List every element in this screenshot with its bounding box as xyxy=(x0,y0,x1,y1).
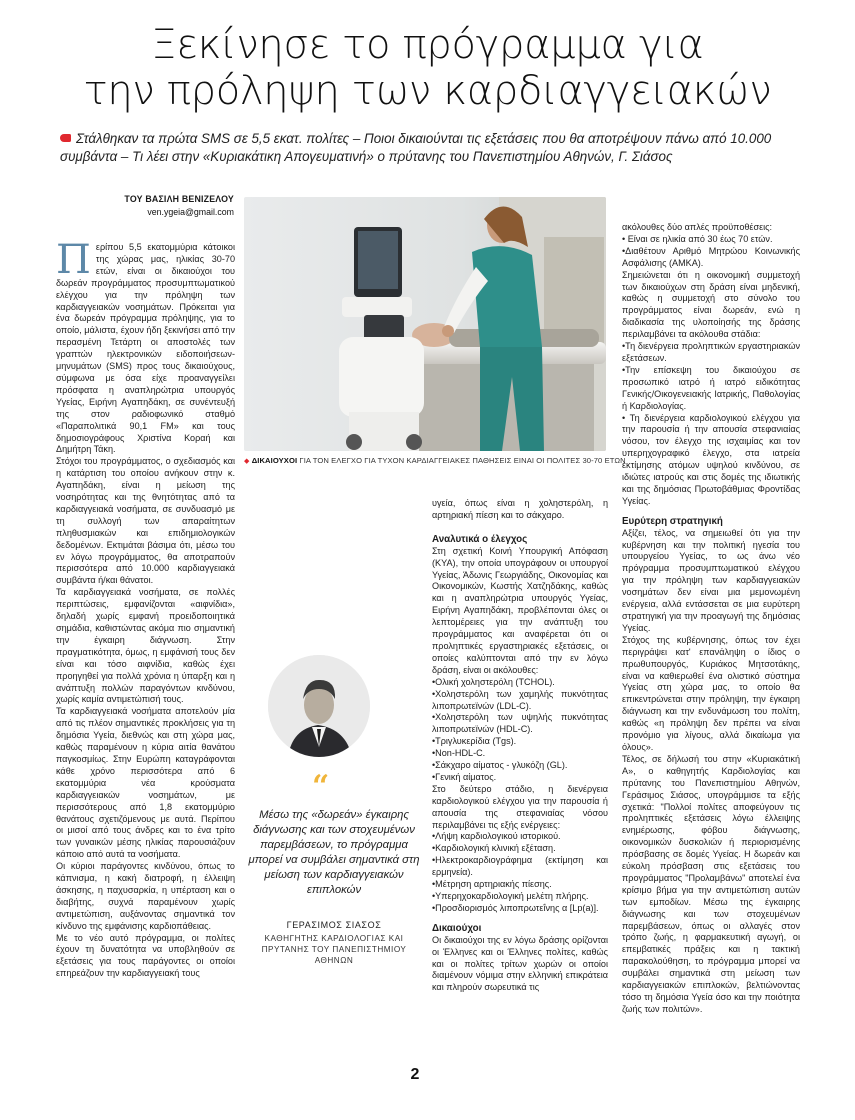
lead-paragraph xyxy=(56,237,235,456)
subheadline xyxy=(60,130,820,166)
quote-author-title: ΚΑΘΗΓΗΤΗΣ ΚΑΡΔΙΟΛΟΓΙΑΣ ΚΑΙ ΠΡΥΤΑΝΗΣ ΤΟΥ ΠΑΝΕΠΙΣΤΗΜΙΟΥ ΑΘΗΝΩΝ xyxy=(261,934,407,965)
article-column-3 xyxy=(622,222,800,1016)
list-item: •Χοληστερόλη των υψηλής πυκνότητας λιποπρωτεϊνών (HDL-C). xyxy=(432,712,608,735)
list-item: •Τη διενέργεια προληπτικών εργαστηριακών εξετάσεων. xyxy=(622,341,800,363)
drop-cap: Π xyxy=(56,237,91,283)
list-item: •Γενική αίματος. xyxy=(432,771,497,782)
list-item: •Χοληστερόλη των χαμηλής πυκνότητας λιποπρωτεϊνών (LDL-C). xyxy=(432,688,608,711)
paragraph: Τα καρδιαγγειακά νοσήματα, σε πολλές περιπτώσεις, εμφανίζονται «αιφνίδια», δηλαδή χωρίς εμφανή προειδοποιητικά σημάδια, καθιστώντας ακόμα πιο σημαντική την έγκαιρη διάγνωση. Στην πραγματικότητα, όμως, η εμφάνισή τους δεν είναι και τόσο αιφνίδια, καθώς έχει προηγηθεί για πολλά χρόνια η ύπαρξη και η ανάπτυξη πολλών παραγόντων κινδύνου, χωρίς καμία αντιμετώπισή τους. xyxy=(56,587,235,705)
caption-triangle-icon: ◆ xyxy=(244,458,250,465)
list-item: •Την επίσκεψη του δικαιούχου σε προσωπικό ιατρό ή ιατρό ειδικότητας Γενικής/Οικογενειακής Ιατρικής, Παθολογίας ή Καρδιολογίας. xyxy=(622,364,800,411)
pull-quote: Μέσω της «δωρεάν» έγκαιρης διάγνωσης και των στοχευμένων παρεμβάσεων, το πρόγραμμα μπορεί να συμβάλει σημαντικά στη μείωση των καρδιαγγειακών επιπλοκών xyxy=(248,809,420,896)
list-item: •Non-HDL-C. xyxy=(432,748,486,759)
list-item: • Τη διενέργεια καρδιολογικού ελέγχου για την παρουσία ή την απουσία στεφανιαίας νόσου, τον έλεγχο της ισχαιμίας και τον υπερηχογραφικό έλεγχο, στα ιατρεία εκτίμησης ατόμων υψηλού κινδύνου, σε ιδιώτες ιατρούς και στις δομές της ιδιωτικής και της δημόσιας Πρωτοβάθμιας Φροντίδας Υγείας. xyxy=(622,412,800,506)
list-item: •Προσδιορισμός λιποπρωτεΐνης α [Lp(a)]. xyxy=(432,902,599,913)
red-bullet-icon xyxy=(60,134,71,142)
paragraph: Τέλος, σε δήλωσή του στην «Κυριακάτική Α», ο καθηγητής Καρδιολογίας και πρύτανης του Πανεπιστημίου Αθηνών, Γεράσιμος Σιάσος, υπογράμμισε τα εξής σχετικά: "Πολλοί πολίτες αποφεύγουν τις προληπτικές εξετάσεις λόγω έλλειψης ενημέρωσης, φόβου διάγνωσης, οικονομικών δυσκολιών ή περιορισμένης πρόσβασης σε δομές Υγείας. Η δωρεάν και εύκολη πρόσβαση στις εξετάσεις του προγράμματος "Προλαμβάνω" αποτελεί ένα κρίσιμο βήμα για την αντιμετώπιση αυτών των εμποδίων. Μέσω της έγκαιρης διάγνωσης και των στοχευμένων παρεμβάσεων, όπως οι αλλαγές στον τρόπο ζωής, η φαρμακευτική αγωγή, οι επεμβατικές πράξεις και η τακτική παρακολούθηση, το πρόγραμμα μπορεί να συμβάλει σημαντικά στη μείωση των καρδιαγγειακών επιπλοκών, βελτιώνοντας τόσο τη δημόσια Υγεία όσο και την ποιότητα ζωής των πολιτών». xyxy=(622,753,800,1014)
list-item: •Καρδιολογική κλινική εξέταση. xyxy=(432,843,556,854)
article-column-1 xyxy=(56,237,235,980)
section-heading: Αναλυτικά ο έλεγχος xyxy=(432,533,528,545)
headline-line-1: Ξεκίνησε το πρόγραμμα για xyxy=(151,22,704,68)
headline xyxy=(0,22,855,114)
page-number: 2 xyxy=(410,1066,420,1083)
photo-caption xyxy=(244,456,626,465)
portrait-photo xyxy=(268,655,370,757)
paragraph: ακόλουθες δύο απλές προϋποθέσεις: xyxy=(622,222,773,232)
list-item: • Είναι σε ηλικία από 30 έως 70 ετών. xyxy=(622,233,773,244)
list-item: •Ηλεκτροκαρδιογράφημα (εκτίμηση και ερμηνεία). xyxy=(432,855,608,878)
paragraph: Οι κύριοι παράγοντες κινδύνου, όπως το κάπνισμα, η κακή διατροφή, η έλλειψη άσκησης, η παχυσαρκία, η υπέρταση και ο διαβήτης, συχνά παραμένουν χωρίς αντιμετώπιση, αυξάνοντας σημαντικά τον κίνδυνο της εμφάνισης καρδιοπάθειας. xyxy=(56,861,235,931)
author-email: ven.ygeia@gmail.com xyxy=(147,207,234,217)
paragraph: Σημειώνεται ότι η οικονομική συμμετοχή των δικαιούχων στη δράση είναι μηδενική, καθώς η συμμετοχή στο σύνολο του προγράμματος είναι δωρεάν, ενώ η διαδικασία της υλοποίησής της δράσης περιλαμβάνει τα ακόλουθα στάδια: xyxy=(622,269,800,340)
author-byline: ΤΟΥ ΒΑΣΙΛΗ ΒΕΝΙΖΕΛΟΥ xyxy=(124,194,234,204)
caption-text: ΓΙΑ ΤΟΝ ΕΛΕΓΧΟ ΓΙΑ ΤΥΧΟΝ ΚΑΡΔΙΑΓΓΕΙΑΚΕΣ ΠΑΘΗΣΕΙΣ ΕΙΝΑΙ ΟΙ ΠΟΛΙΤΕΣ 30-70 ΕΤΩΝ xyxy=(299,456,626,465)
list-item: •Σάκχαρο αίματος - γλυκόζη (GL). xyxy=(432,760,568,771)
quote-mark-icon: “ xyxy=(312,769,330,804)
paragraph: Με το νέο αυτό πρόγραμμα, οι πολίτες έχουν τη δυνατότητα να υποβληθούν σε εξετάσεις για τους παράγοντες οι οποίοι επηρεάζουν την καρδιαγγειακή τους xyxy=(56,932,235,979)
paragraph: Στόχος της κυβέρνησης, όπως τον έχει περιγράψει κατ' επανάληψη ο ίδιος ο πρωθυπουργός, Κυριάκος Μητσοτάκης, είναι να καθιερωθεί ένα ολιστικό σύστημα Υγείας στη χώρα μας, το οποίο θα επικεντρώνεται στην πρόληψη, την έγκαιρη διάγνωση και την ενδυνάμωση του πολίτη, καθώς «η πρόληψη δεν πρέπει να είναι προνόμιο για λίγους, αλλά δικαίωμα για όλους». xyxy=(622,634,800,752)
list-item: •Τριγλυκερίδια (Tgs). xyxy=(432,736,517,747)
list-item: •Υπερηχοκαρδιολογική μελέτη πλήρης. xyxy=(432,891,589,901)
list-item: •Ολική χοληστερόλη (TCHOL). xyxy=(432,676,555,687)
person-portrait-illustration xyxy=(268,655,370,757)
article-photo xyxy=(244,197,606,451)
section-heading: Ευρύτερη στρατηγική xyxy=(622,515,723,527)
list-item: •Διαθέτουν Αριθμό Μητρώου Κοινωνικής Ασφάλισης (ΑΜΚΑ). xyxy=(622,245,800,268)
paragraph: Στο δεύτερο στάδιο, η διενέργεια καρδιολογικού ελέγχου για την παρουσία ή απουσία της στεφανιαίας νόσου περιλαμβάνει τις εξής ενέργειες: xyxy=(432,783,608,830)
paragraph: Στόχοι του προγράμματος, ο σχεδιασμός και η κατάρτιση του οποίου ανήκουν στην κ. Αγαπηδάκη, είναι η μείωση της νοσηρότητας και της θνητότητας από τα καρδιαγγειακά νοσήματα, σε συνδυασμό με τη συλλογή των απαραίτητων πληθυσμιακών και επιδημιολογικών δεδομένων. Εκτιμάται βάσιμα ότι, μέσω του εν λόγω προγράμματος, θα αποτραπούν περισσότερα από 10.000 καρδιαγγειακά συμβάντα ή/και θάνατοι. xyxy=(56,456,235,586)
list-item: •Μέτρηση αρτηριακής πίεσης. xyxy=(432,879,552,890)
section-heading: Δικαιούχοι xyxy=(432,922,482,934)
paragraph-text: ερίπου 5,5 εκατομμύρια κάτοικοι της χώρας μας, ηλικίας 30-70 ετών, είναι οι δικαιούχοι του δωρεάν προγράμματος προσυμπτωματικού ελέγχου για την πρόληψη των καρδιαγγειακών νοσημάτων. Πρόκειται για ένα δωρεάν πρόγραμμα πρόληψης, για το οποίο, μάλιστα, έχουν ήδη ξεκινήσει από την περασμένη Τετάρτη οι αποστολές των γραπτών ηλεκτρονικών ειδοποιήσεων-μηνυμάτων (SMS) προς τους δικαιούχους, σύμφωνα με όσα είχε προαναγγείλει πρόσφατα η αναπληρώτρια υπουργός Υγείας, Ειρήνη Αγαπηδάκη, σε συνέντευξή της στον ραδιοφωνικό σταθμό «Παραπολιτικά 90,1 FM» και τους δημοσιογράφους Χριστίνα Κοραή και Δημήτρη Τάκη. xyxy=(56,242,235,455)
paragraph: Στη σχετική Κοινή Υπουργική Απόφαση (ΚΥΑ), την οποία υπογράφουν οι υπουργοί Υγείας, Άδωνις Γεωργιάδης, Οικονομίας και Οικονομικών, Κωστής Χατζηδάκης, καθώς και η αναπληρώτρια υπουργός Υγείας, Ειρήνη Αγαπηδάκη, προβλέπονται όλες οι λεπτομέρειες για την ανάπτυξη του προγράμματος και αναφέρεται ότι οι προληπτικές εργαστηριακές εξετάσεις, οι οποίες καλύπτονται από την εν λόγω δράση, είναι οι ακόλουθες: xyxy=(432,545,608,675)
article-column-2 xyxy=(432,498,608,994)
subheadline-text: Στάλθηκαν τα πρώτα SMS σε 5,5 εκατ. πολίτες – Ποιοι δικαιούνται τις εξετάσεις που θα αποτρέψουν πάνω από 10.000 συμβάντα – Τι λέει στην «Κυριακάτικη Απογευματινή» ο πρύτανης του Πανεπιστημίου Αθηνών, Γ. Σιάσος xyxy=(60,131,772,164)
headline-line-2: την πρόληψη των καρδιαγγειακών xyxy=(83,68,772,114)
paragraph: υγεία, όπως είναι η χοληστερόλη, η αρτηριακή πίεση και το σάκχαρο. xyxy=(432,498,608,520)
paragraph: Οι δικαιούχοι της εν λόγω δράσης ορίζονται οι Έλληνες και οι Έλληνες πολίτες, καθώς και οι πολίτες τρίτων χωρών οι οποίοι διαμένουν νόμιμα στην ελληνική επικράτεια και πληρούν σωρευτικά τις xyxy=(432,934,608,993)
paragraph: Αξίζει, τέλος, να σημειωθεί ότι για την κυβέρνηση και την πολιτική ηγεσία του υπουργείου Υγείας, το ως άνω νέο πρόγραμμα προσυμπτωματικού ελέγχου για την πρόληψη των καρδιαγγειακών νοσημάτων δεν είναι μια μεμονωμένη ενέργεια, αλλά εντάσσεται σε μια ευρύτερη στρατηγική για την προαγωγή της δημόσιας Υγείας. xyxy=(622,527,800,633)
quote-author-name: ΓΕΡΑΣΙΜΟΣ ΣΙΑΣΟΣ xyxy=(286,920,382,930)
caption-label: ΔΙΚΑΙΟΥΧΟΙ xyxy=(251,456,298,465)
list-item: •Λήψη καρδιολογικού ιστορικού. xyxy=(432,831,561,842)
paragraph: Τα καρδιαγγειακά νοσήματα αποτελούν μία από τις πλέον σημαντικές προκλήσεις για τη δημόσια Υγεία, διεθνώς και στη χώρα μας, καθώς παραμένουν η κύρια αιτία θανάτου παγκοσμίως. Στην Ευρώπη καταγράφονται κάθε χρόνο περισσότερα από 6 εκατομμύρια νέα κρούσματα καρδιαγγειακών νοσημάτων, με περισσότερους από 1,8 εκατομμύριο θανάτους σχετιζόμενους με αυτά. Περίπου οι μισοί από τους άνδρες και το ένα τρίτο των γυναικών μέσης ηλικίας παρουσιάζουν κάποιο από αυτά τα νοσήματα. xyxy=(56,706,235,860)
ultrasound-exam-illustration xyxy=(244,197,606,451)
